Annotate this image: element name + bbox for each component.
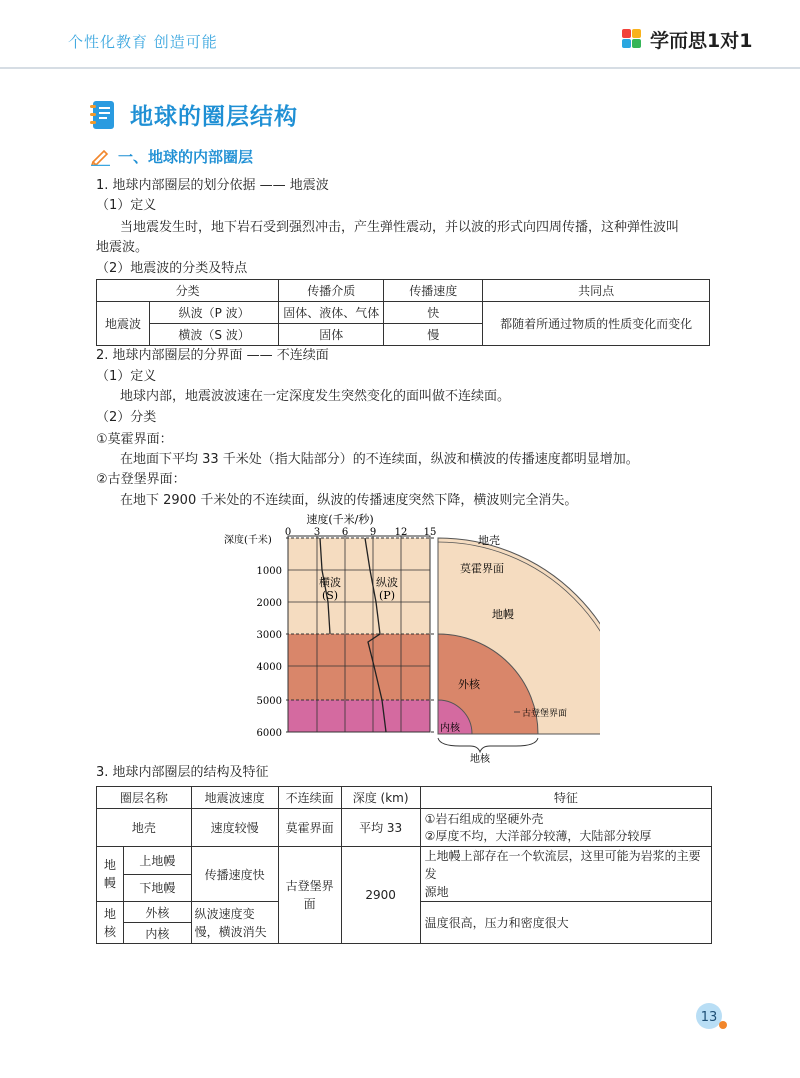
table-cell: 横波（S 波） [150,324,279,346]
earth-layer-table [96,786,712,944]
depth-tick: 3000 [256,630,282,641]
logo-icon [622,27,646,51]
depth-tick: 2000 [256,598,282,609]
table-cell: 平均 33 [341,809,420,847]
table-cell: 面 [303,897,316,911]
table-cell: 温度很高，压力和密度很大 [420,902,711,944]
table-cell: 快 [384,302,483,324]
paragraph: 在地下 2900 千米处的不连续面，纵波的传播速度突然下降，横波则完全消失。 [120,493,578,508]
table-cell: 纵波（P 波） [150,302,279,324]
table-cell: 地 [103,906,116,921]
outer-core-band [288,634,430,700]
depth-tick: 6000 [256,728,282,739]
table-cell: 外核 [124,902,192,923]
moho-label: 莫霍界面 [460,562,504,575]
earth-structure-figure [220,506,600,770]
table-cell: 2900 [341,847,420,944]
table-cell: 幔 [103,876,116,890]
heading-3: 3. 地球内部圈层的结构及特征 [96,765,269,780]
table-header: 深度 (km) [341,787,420,809]
label: （2）地震波的分类及特点 [96,261,248,276]
label: （1）定义 [96,198,157,213]
speed-axis-label: 速度(千米/秒) [306,513,374,526]
notebook-icon [90,100,116,130]
table-cell: 上地幔 [124,847,192,875]
table-cell: 地 [103,858,116,872]
depth-tick: 1000 [256,566,282,577]
inner-core-band [288,700,430,732]
page-number: 13 [700,1010,718,1025]
header-divider [0,67,800,69]
table-cell: ②厚度不均，大洋部分较薄，大陆部分较厚 [424,828,652,843]
label: （1）定义 [96,369,157,384]
speed-tick: 12 [394,527,408,538]
crust-label: 地壳 [478,534,500,547]
core-label: 地核 [470,754,490,765]
brand-logo [622,25,752,53]
depth-tick: 4000 [256,662,282,673]
speed-tick: 0 [284,527,292,538]
page-header [0,0,800,68]
table-cell: 速度较慢 [191,809,278,847]
table-cell: 传播速度快 [191,847,278,902]
s-wave-label: (S) [321,589,339,602]
table-header: 分类 [97,280,279,302]
outer-core-label: 外核 [458,678,480,691]
section-title: 一、地球的内部圈层 [118,148,254,166]
table-header: 传播介质 [279,280,384,302]
table-header: 不连续面 [278,787,341,809]
paragraph: 当地震发生时，地下岩石受到强烈冲击，产生弹性震动，并以波的形式向四周传播，这种弹性波叫 [120,220,680,235]
core-brace [438,738,538,752]
table-cell: 纵波速度变 [194,906,255,921]
p-wave-label: 纵波 [376,576,398,589]
table-cell: 源地 [424,885,449,899]
slogan: 个性化教育 创造可能 [68,33,218,51]
table-cell: 都随着所通过物质的性质变化而变化 [483,302,710,346]
table-cell: 固体 [279,324,384,346]
table-cell: 古登堡界 [285,879,334,893]
page-title [90,98,298,131]
table-cell: 慢 [384,324,483,346]
logo-text: 学而思1对1 [650,29,753,52]
label: （2）分类 [96,410,157,425]
paragraph: 地球内部，地震波波速在一定深度发生突然变化的面叫做不连续面。 [120,389,511,404]
p-wave-label: (P) [379,589,395,602]
table-cell: 上地幔上部存在一个软流层，这里可能为岩浆的主要发 [424,849,701,881]
depth-tick: 5000 [256,696,282,707]
heading-1: 1. 地球内部圈层的划分依据 —— 地震波 [96,178,329,193]
s-wave-label: 横波 [319,576,341,589]
depth-axis-label: 深度(千米) [224,535,272,546]
table-cell: 固体、液体、气体 [279,302,384,324]
table-header: 共同点 [483,280,710,302]
table-cell: 地壳 [97,809,192,847]
speed-tick: 9 [369,527,377,538]
table-cell: 下地幔 [124,874,192,902]
label: ②古登堡界面： [96,472,186,487]
crust-mantle-band [288,538,430,634]
paragraph: 地震波。 [96,240,149,255]
speed-tick: 6 [341,527,349,538]
table-cell: 地震波 [97,302,150,346]
table-cell: 核 [103,924,116,939]
speed-tick: 3 [313,527,321,538]
pencil-icon [90,148,112,166]
gutenberg-label: 古登堡界面 [522,709,568,719]
seismic-wave-table [96,279,710,346]
table-cell: ①岩石组成的坚硬外壳 [424,811,544,826]
paragraph: 在地面下平均 33 千米处（指大陆部分）的不连续面，纵波和横波的传播速度都明显增加。 [120,452,639,467]
table-header: 特征 [420,787,711,809]
page-number-badge [694,1000,728,1034]
table-cell: 慢，横波消失 [194,924,267,939]
table-cell: 内核 [124,923,192,944]
table-header: 圈层名称 [97,787,192,809]
label: ①莫霍界面： [96,432,173,447]
section-heading [90,146,253,167]
table-cell: 莫霍界面 [278,809,341,847]
speed-tick: 15 [423,527,437,538]
inner-core-label: 内核 [440,723,460,734]
mantle-label: 地幔 [492,608,514,621]
heading-2: 2. 地球内部圈层的分界面 —— 不连续面 [96,348,329,363]
title-text: 地球的圈层结构 [130,104,298,130]
table-header: 地震波速度 [191,787,278,809]
table-header: 传播速度 [384,280,483,302]
